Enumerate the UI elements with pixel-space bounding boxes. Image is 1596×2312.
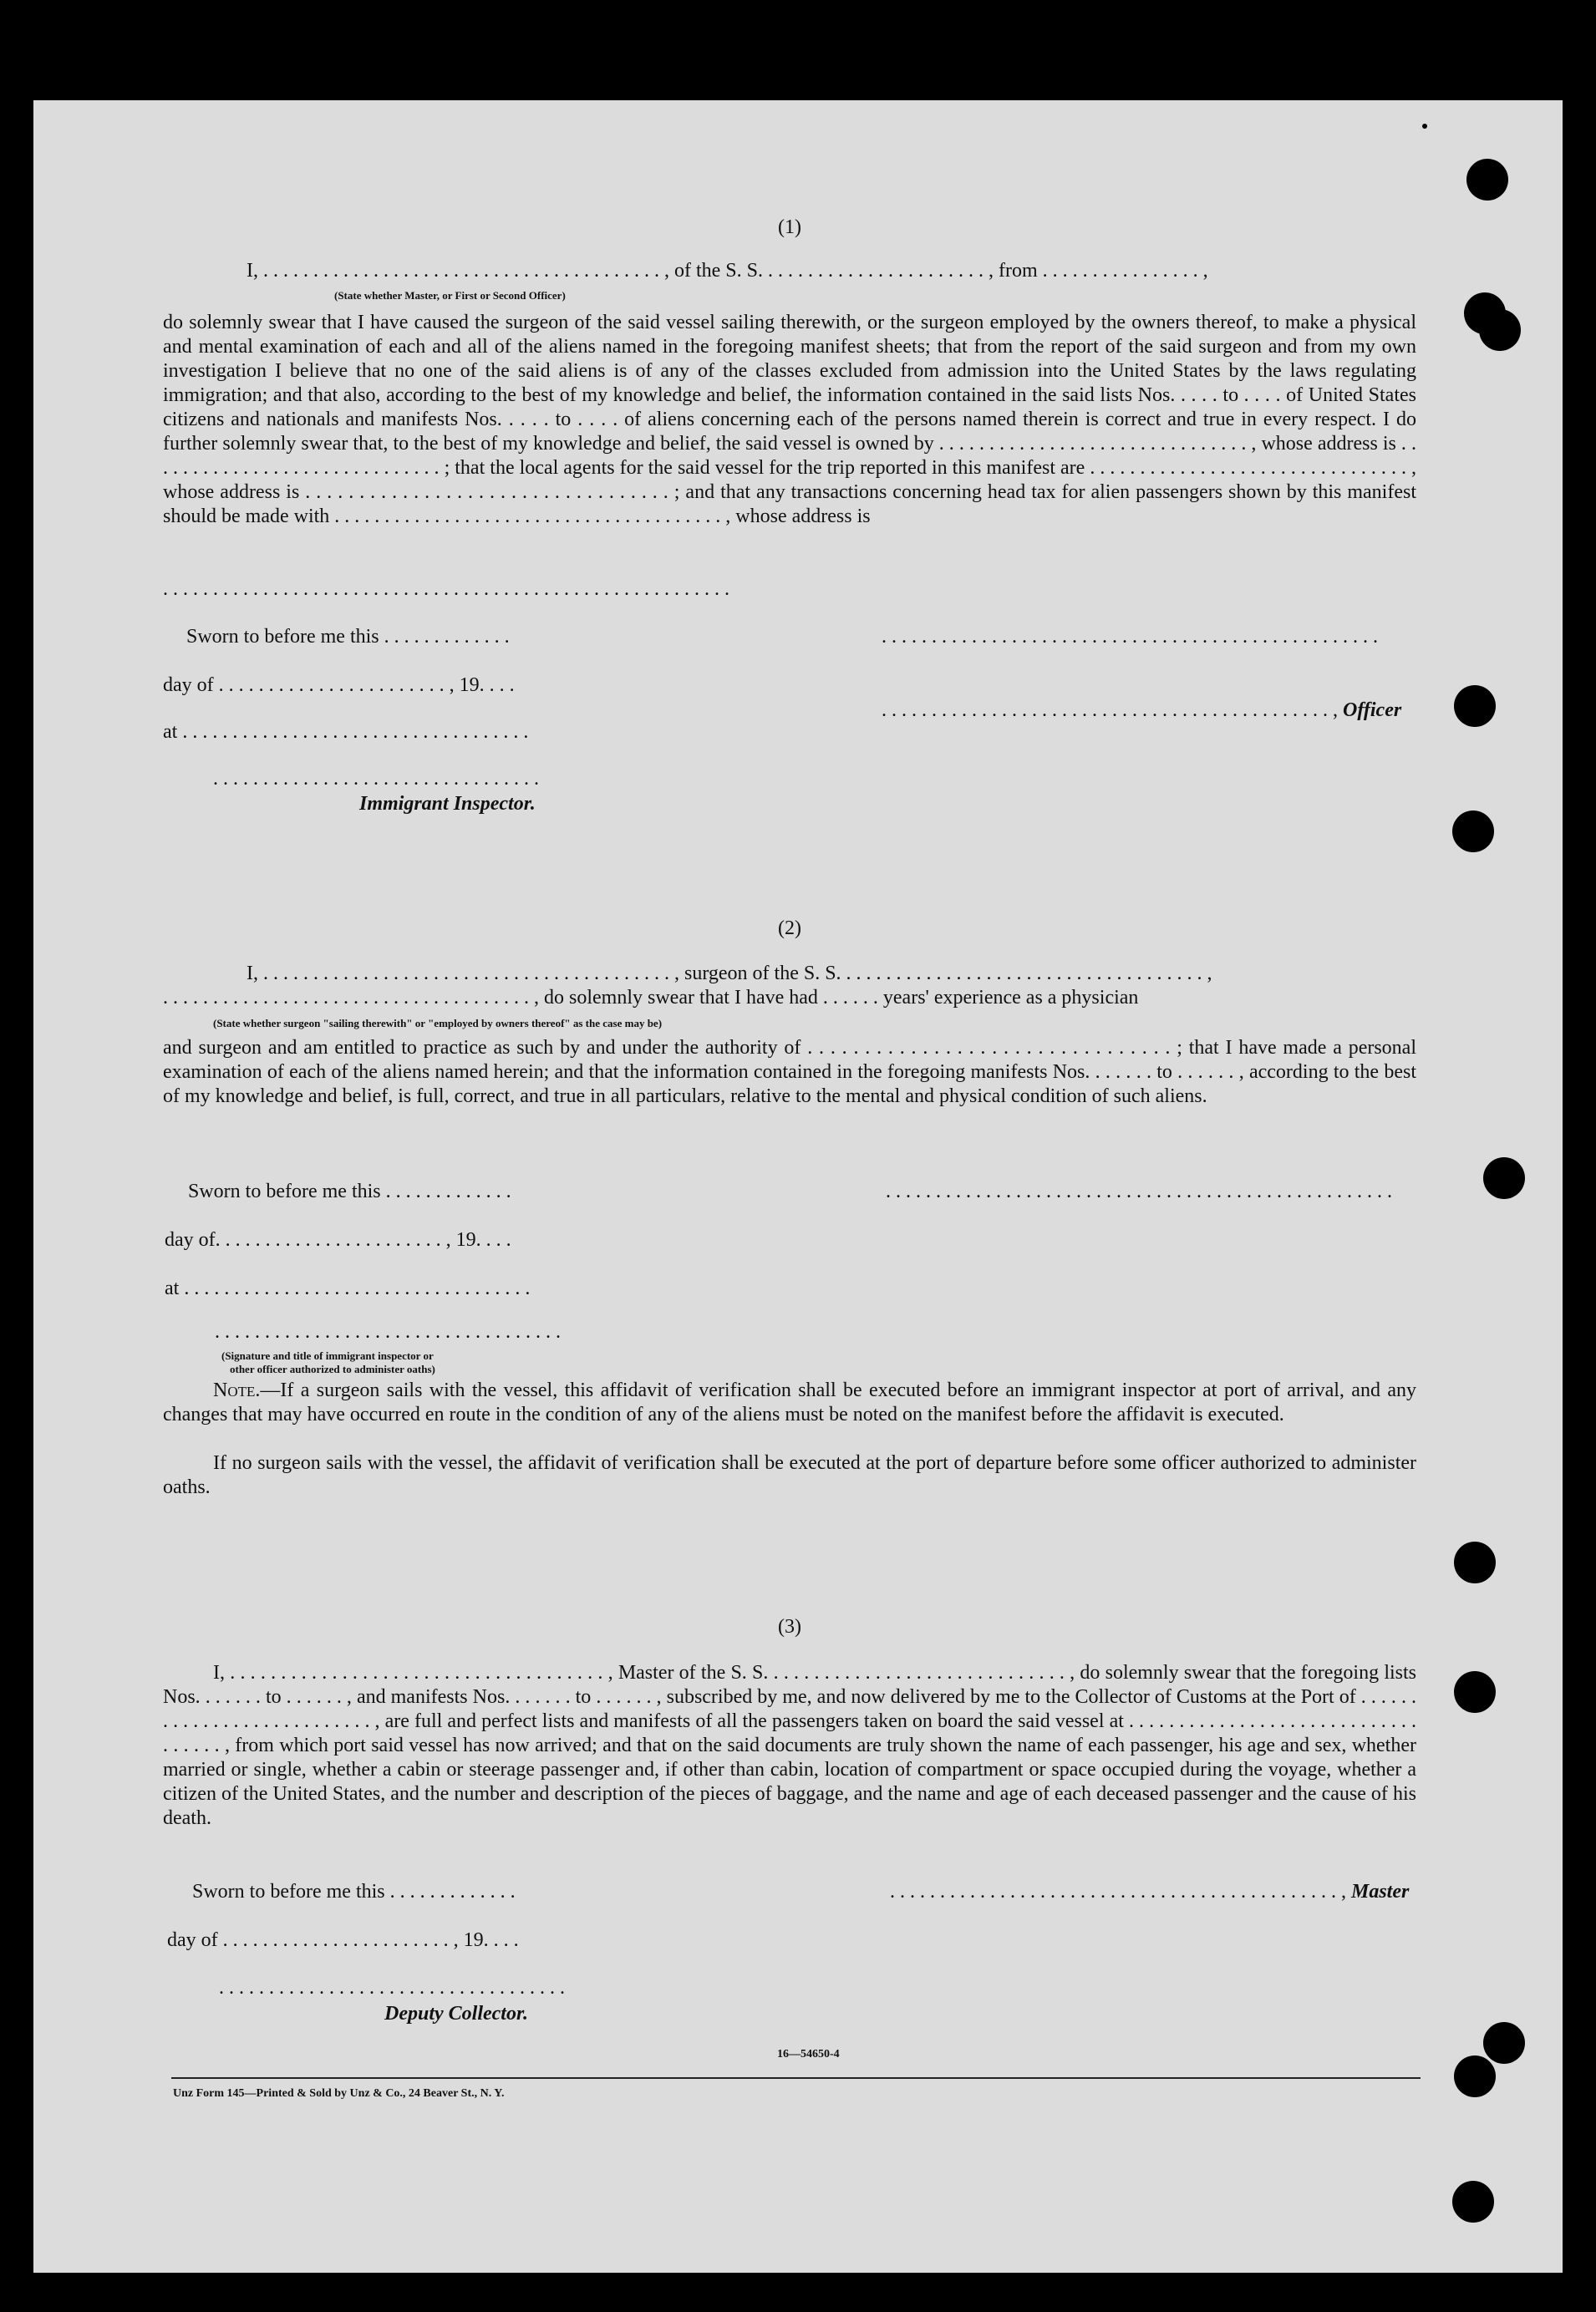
section-1-body-end: . . . . . . . . . . . . . . . . . . . . . . . . . . . . . . . . . . . . . . . . . . . . . . . . . . . . . . . . . — [163, 578, 729, 600]
note-text: —If a surgeon sails with the vessel, this affidavit of verification shall be executed before an immigrant inspector at port of arrival, and any changes that may have occurred en route in the condition of any of the aliens must be noted on the manifest before the affidavit is executed. — [163, 1380, 1416, 1425]
section-3-sworn: Sworn to before me this . . . . . . . . . . . . . — [192, 1881, 516, 1903]
section-1-sworn: Sworn to before me this . . . . . . . . . . . . . — [186, 626, 510, 648]
section-2-sworn: Sworn to before me this . . . . . . . . . . . . . — [188, 1181, 511, 1202]
section-3-master-line — [890, 1880, 1409, 1904]
punch-hole — [1452, 810, 1494, 852]
section-3-day-of: day of . . . . . . . . . . . . . . . . . . . . . . . , 19. . . . — [167, 1929, 519, 1951]
section-2-line-1: I, . . . . . . . . . . . . . . . . . . . . . . . . . . . . . . . . . . . . . . . . . , surgeon of the S. S. . . . . . . . . . . . . . . . . . . . . . . . . . . . . . . . . . . . . , — [247, 963, 1212, 984]
printer-footer: Unz Form 145—Printed & Sold by Unz & Co., 24 Beaver St., N. Y. — [173, 2087, 505, 2100]
form-number: 16—54650-4 — [777, 2048, 840, 2060]
section-3-body: I, . . . . . . . . . . . . . . . . . . . . . . . . . . . . . . . . . . . . . , Master of the S. S. . . . . . . . . . . . . . . . . . . . . . . . . . . . . . , do solemnly swear that the foregoing lists Nos. . . . . . . to . . . . . . , and manifests Nos. . . . . . . to . . . . . . , subscribed by me, and now delivered by me to the Collector of Customs at the Port of . . . . . . . . . . . . . . . . . . . . . . . . . . . , are full and perfect lists and manifests of all the passengers taken on board the said vessel at . . . . . . . . . . . . . . . . . . . . . . . . . . . . . . . . . . . , from which port said vessel has now arrived; and that on the said documents are truly shown the name of each passenger, his age and sex, whether married or single, whether a cabin or steerage passenger and, if other than cabin, location of compartment or space occupied during the voyage, whether a citizen of the United States, and the number and description of the pieces of baggage, and the name and age of each deceased passenger and the cause of his death. — [163, 1662, 1416, 1829]
speck — [1422, 124, 1427, 129]
section-3-number: (3) — [778, 1616, 801, 1638]
section-2-signature-caption-2: other officer authorized to administer oaths) — [230, 1363, 435, 1375]
section-1-line: I, . . . . . . . . . . . . . . . . . . . . . . . . . . . . . . . . . . . . . . . . , of the S. S. . . . . . . . . . . . . . . . . . . . . . . , from . . . . . . . . . . . . . . . . , — [247, 260, 1208, 282]
section-2-day-of: day of. . . . . . . . . . . . . . . . . . . . . . . , 19. . . . — [165, 1229, 511, 1251]
section-1-at: at . . . . . . . . . . . . . . . . . . . . . . . . . . . . . . . . . . . — [163, 721, 529, 743]
section-1-subcaption: (State whether Master, or First or Second Officer) — [334, 289, 566, 302]
punch-hole — [1452, 2181, 1494, 2223]
section-1-officer-line — [882, 699, 1401, 723]
section-1-officer-dots: . . . . . . . . . . . . . . . . . . . . . . . . . . . . . . . . . . . . . . . . . . . . . , — [882, 699, 1338, 721]
section-2-note — [163, 1379, 1416, 1427]
section-1-signature-line: . . . . . . . . . . . . . . . . . . . . . . . . . . . . . . . . . . . . . . . . . . . . . . . . . . — [882, 626, 1378, 648]
section-1-officer-title: Officer — [1343, 699, 1402, 721]
punch-hole — [1454, 685, 1496, 727]
footer-rule — [171, 2077, 1421, 2079]
note-label: Note. — [213, 1380, 261, 1401]
section-2-number: (2) — [778, 917, 801, 939]
section-2-signature-caption-1: (Signature and title of immigrant inspector or — [221, 1349, 434, 1362]
section-2-subcaption: (State whether surgeon "sailing therewith" or "employed by owners thereof" as the case may be) — [213, 1017, 663, 1029]
section-1-body: do solemnly swear that I have caused the surgeon of the said vessel sailing therewith, or the surgeon employed by the owners thereof, to make a physical and mental examination of each and all of the aliens named in the foregoing manifest sheets; that from the report of the said surgeon and from my own investigation I believe that no one of the said aliens is of any of the classes excluded from admission into the United States by the laws regulating immigration; and that also, according to the best of my knowledge and belief, the information contained in the said lists Nos. . . . . to . . . . of United States citizens and nationals and manifests Nos. . . . . to . . . . of aliens concerning each of the persons named therein is correct and true in every respect. I do further solemnly swear that, to the best of my knowledge and belief, the said vessel is owned by . . . . . . . . . . . . . . . . . . . . . . . . . . . . . . . , whose address is . . . . . . . . . . . . . . . . . . . . . . . . . . . . . . ; that the local agents for the said vessel for the trip reported in this manifest are . . . . . . . . . . . . . . . . . . . . . . . . . . . . . . . . , whose address is . . . . . . . . . . . . . . . . . . . . . . . . . . . . . . . . . . ; and that any transactions concerning head tax for alien passengers shown by this manifest should be made with . . . . . . . . . . . . . . . . . . . . . . . . . . . . . . . . . . . . . . . , whose address is — [163, 312, 1416, 527]
punch-hole — [1454, 2055, 1496, 2097]
section-1-inspector-title: Immigrant Inspector. — [359, 793, 536, 815]
punch-hole — [1454, 1542, 1496, 1583]
section-1-day-of: day of . . . . . . . . . . . . . . . . . . . . . . . , 19. . . . — [163, 674, 515, 696]
section-2-line-2: . . . . . . . . . . . . . . . . . . . . . . . . . . . . . . . . . . . . . , do solemnly swear that I have had . . . . . . years' experience as a physician — [163, 987, 1139, 1009]
section-2-signature-line: . . . . . . . . . . . . . . . . . . . . . . . . . . . . . . . . . . . . . . . . . . . . . . . . . . . — [886, 1181, 1392, 1202]
section-2-body: and surgeon and am entitled to practice as such by and under the authority of . . . . . . . . . . . . . . . . . . . . . . . . . . . . . . . . ; that I have made a personal examination of each of the aliens named herein; and that the information contained in the foregoing manifests Nos. . . . . . . to . . . . . . , according to the best of my knowledge and belief, is full, correct, and true in all particulars, relative to the mental and physical condition of such aliens. — [163, 1037, 1416, 1107]
section-2-signature-dots: . . . . . . . . . . . . . . . . . . . . . . . . . . . . . . . . . . . — [215, 1321, 561, 1343]
section-3-master-title: Master — [1351, 1881, 1410, 1903]
punch-hole — [1483, 1157, 1525, 1199]
section-2-note-2: If no surgeon sails with the vessel, the affidavit of verification shall be executed at the port of departure before some officer authorized to administer oaths. — [163, 1452, 1416, 1498]
section-1-number: (1) — [778, 216, 801, 238]
section-1-inspector-line: . . . . . . . . . . . . . . . . . . . . . . . . . . . . . . . . . — [213, 768, 539, 790]
document-page — [33, 100, 1563, 2273]
punch-hole — [1479, 309, 1521, 351]
section-3-collector-title: Deputy Collector. — [384, 2003, 528, 2025]
punch-hole — [1483, 2022, 1525, 2064]
punch-hole — [1454, 1671, 1496, 1713]
section-3-collector-line: . . . . . . . . . . . . . . . . . . . . . . . . . . . . . . . . . . . — [219, 1977, 565, 1999]
section-3-master-dots: . . . . . . . . . . . . . . . . . . . . . . . . . . . . . . . . . . . . . . . . . . . . . , — [890, 1881, 1346, 1903]
section-2-at: at . . . . . . . . . . . . . . . . . . . . . . . . . . . . . . . . . . . — [165, 1278, 531, 1299]
punch-hole — [1466, 159, 1508, 201]
